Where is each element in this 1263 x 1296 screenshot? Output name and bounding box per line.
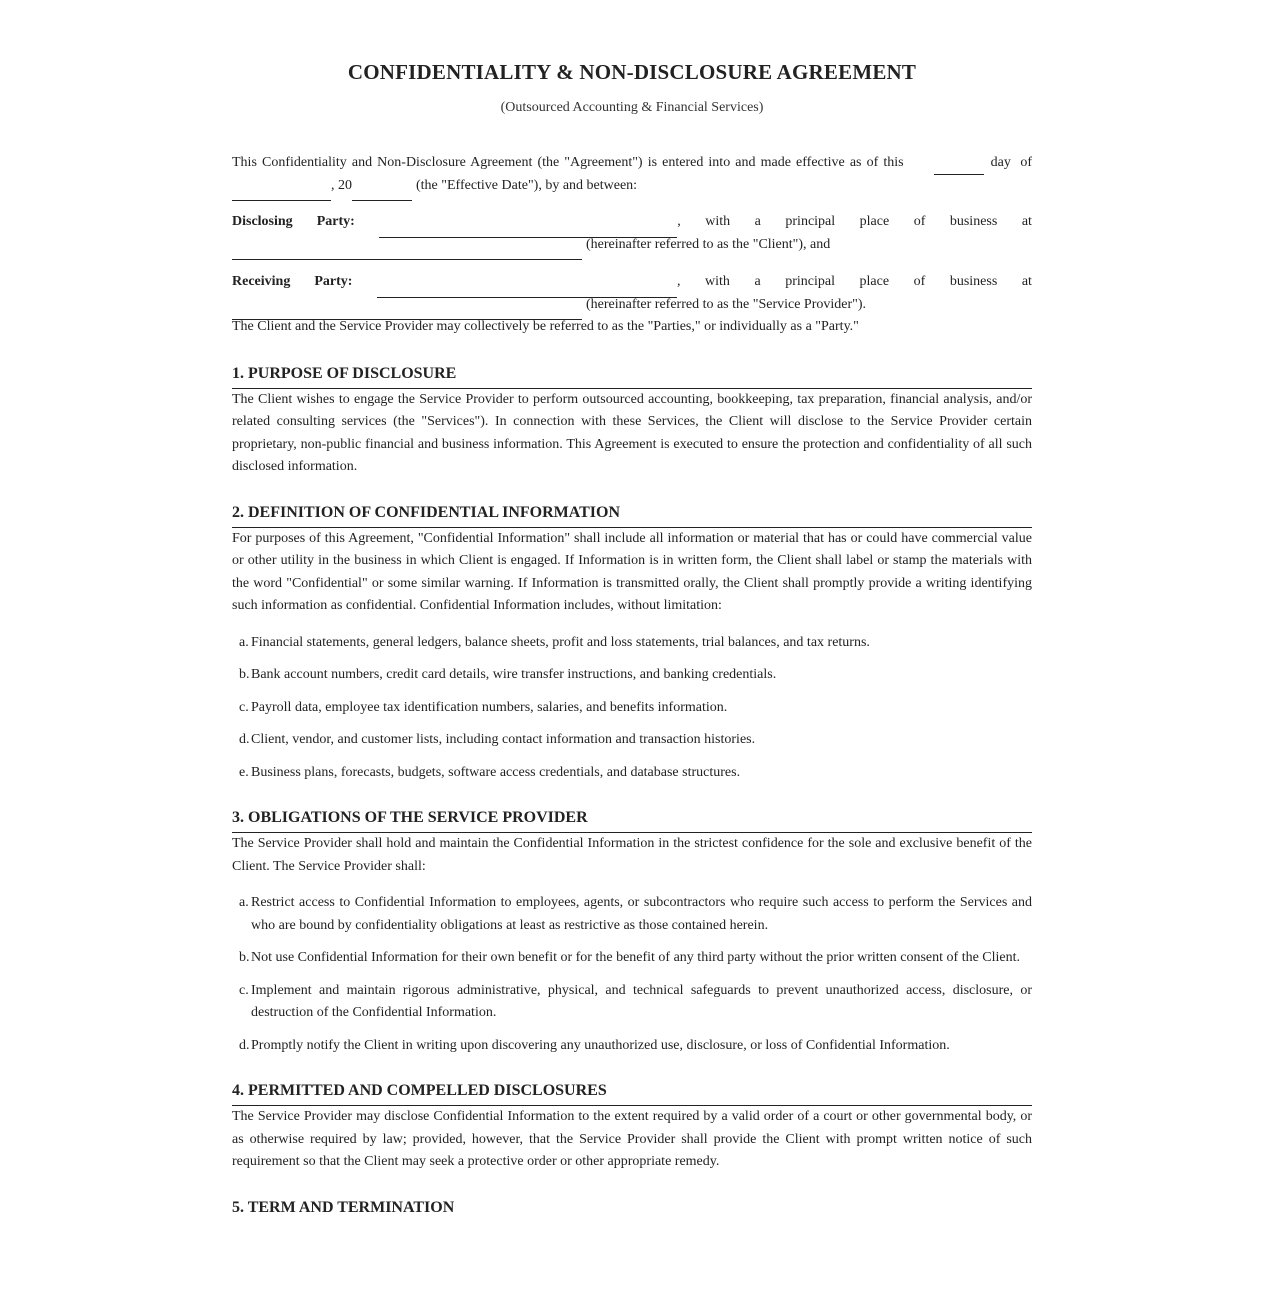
- receiving-party-address-blank[interactable]: [232, 305, 582, 320]
- list-marker: c.: [239, 982, 249, 998]
- list-marker: a.: [239, 895, 249, 910]
- comma: ,: [677, 214, 681, 229]
- intro-text-2: day of: [990, 155, 1032, 170]
- section-heading-1: 1. PURPOSE OF DISCLOSURE: [232, 363, 1032, 389]
- list-item: [232, 697, 1032, 720]
- list-marker: e.: [239, 764, 249, 780]
- list-marker: d.: [239, 1037, 250, 1053]
- intro-text-1: This Confidentiality and Non-Disclosure Agreement (the "Agreement") is entered into and made effective as of this: [232, 155, 904, 170]
- list-item: [232, 892, 1032, 937]
- disclosing-party-block: [232, 211, 1032, 256]
- disclosing-word-5: business: [949, 214, 998, 229]
- document-subtitle: (Outsourced Accounting & Financial Services): [500, 100, 764, 115]
- list-item: [232, 632, 1032, 655]
- collective-definition: The Client and the Service Provider may collectively be referred to as the "Parties," or individually as a "Party.": [232, 319, 859, 334]
- list-item-text: Business plans, forecasts, budgets, software access credentials, and database structures.: [251, 764, 741, 780]
- year-blank[interactable]: [352, 186, 412, 201]
- receiving-word-4: of: [913, 274, 926, 289]
- list-marker: b.: [239, 950, 250, 965]
- section-heading-5: 5. TERM AND TERMINATION: [232, 1198, 455, 1216]
- list-item: [232, 947, 1032, 970]
- list-item: [232, 664, 1032, 687]
- disclosing-word-1: a: [754, 214, 761, 229]
- list-item: [232, 762, 1032, 785]
- disclosing-party-label: Disclosing Party:: [232, 214, 355, 229]
- list-marker: c.: [239, 699, 249, 715]
- list-item-text: Bank account numbers, credit card details, wire transfer instructions, and banking credentials.: [251, 667, 777, 682]
- disclosing-party-tail: (hereinafter referred to as the "Client"), and: [586, 236, 831, 252]
- section-body-3: The Service Provider shall hold and maintain the Confidential Information in the strictest confidence for the sole and exclusive benefit of the Client. The Service Provider shall:: [232, 836, 1032, 874]
- agreement-page: [232, 0, 1032, 1222]
- disclosing-word-3: place: [859, 214, 890, 229]
- day-blank[interactable]: [934, 160, 984, 175]
- section-2-list: [232, 632, 1032, 785]
- disclosing-party-address-blank[interactable]: [232, 245, 582, 260]
- list-item-text: Financial statements, general ledgers, balance sheets, profit and loss statements, trial balances, and tax returns.: [251, 634, 870, 650]
- section-3-list: [232, 892, 1032, 1057]
- list-item: [232, 1035, 1032, 1058]
- list-item-text: Payroll data, employee tax identification numbers, salaries, and benefits information.: [251, 699, 728, 715]
- intro-text-3: , 20: [331, 177, 352, 193]
- disclosing-word-0: with: [705, 214, 731, 229]
- disclosing-word-4: of: [913, 214, 926, 229]
- comma: ,: [676, 274, 681, 289]
- list-item-text: Client, vendor, and customer lists, including contact information and transaction histories.: [251, 732, 756, 747]
- list-item-text: Restrict access to Confidential Information to employees, agents, or subcontractors who require such access to perform the Services and who are bound by confidentiality obligations at least as restrictive as those contained herein.: [251, 895, 1032, 933]
- disclosing-word-2: principal: [785, 214, 836, 229]
- receiving-word-1: a: [754, 274, 761, 289]
- receiving-word-3: place: [859, 274, 890, 289]
- disclosing-word-6: at: [1021, 214, 1032, 229]
- section-body-2: For purposes of this Agreement, "Confidential Information" shall include all information or material that has or could have commercial value or other utility in the business in which Client is engaged. If Information is in written form, the Client shall label or stamp the materials with the word "Confidential" or some similar warning. If Information is transmitted orally, the Client shall promptly provide a writing identifying such information as confidential. Confidential Information includes, without limitation:: [232, 530, 1032, 613]
- section-body-4: The Service Provider may disclose Confidential Information to the extent required by a valid order of a court or other governmental body, or as otherwise required by law; provided, however, that the Service Provider shall provide the Client with prompt written notice of such requirement so that the Client may seek a protective order or other appropriate remedy.: [232, 1109, 1032, 1169]
- receiving-word-6: at: [1021, 274, 1032, 289]
- month-blank[interactable]: [232, 186, 331, 201]
- receiving-party-tail: (hereinafter referred to as the "Service Provider").: [586, 296, 867, 312]
- list-item-text: Promptly notify the Client in writing upon discovering any unauthorized use, disclosure, or loss of Confidential Information.: [251, 1037, 950, 1053]
- section-heading-2: 2. DEFINITION OF CONFIDENTIAL INFORMATION: [232, 502, 1032, 528]
- section-body-1: The Client wishes to engage the Service Provider to perform outsourced accounting, bookkeeping, tax preparation, financial analysis, and/or related consulting services (the "Services"). In connection with these Services, the Client will disclose to the Service Provider certain proprietary, non-public financial and business information. This Agreement is executed to ensure the protection and confidentiality of all such disclosed information.: [232, 391, 1032, 474]
- receiving-party-label: Receiving Party:: [232, 274, 353, 289]
- list-item-text: Not use Confidential Information for their own benefit or for the benefit of any third party without the prior written consent of the Client.: [251, 950, 1021, 965]
- receiving-party-block: [232, 271, 1032, 316]
- intro-paragraph: [232, 152, 1032, 197]
- list-item-text: Implement and maintain rigorous administrative, physical, and technical safeguards to prevent unauthorized access, disclosure, or destruction of the Confidential Information.: [251, 982, 1032, 1020]
- list-marker: b.: [239, 667, 250, 682]
- receiving-word-0: with: [705, 274, 730, 289]
- section-heading-4: 4. PERMITTED AND COMPELLED DISCLOSURES: [232, 1080, 1032, 1106]
- list-item: [232, 980, 1032, 1025]
- intro-text-4: (the "Effective Date"), by and between:: [416, 177, 638, 193]
- list-marker: a.: [239, 634, 249, 650]
- document-title: CONFIDENTIALITY & NON-DISCLOSURE AGREEMENT: [347, 60, 917, 84]
- list-item: [232, 729, 1032, 752]
- list-marker: d.: [239, 732, 250, 747]
- section-heading-3: 3. OBLIGATIONS OF THE SERVICE PROVIDER: [232, 807, 1032, 833]
- receiving-word-2: principal: [785, 274, 835, 289]
- receiving-word-5: business: [949, 274, 998, 289]
